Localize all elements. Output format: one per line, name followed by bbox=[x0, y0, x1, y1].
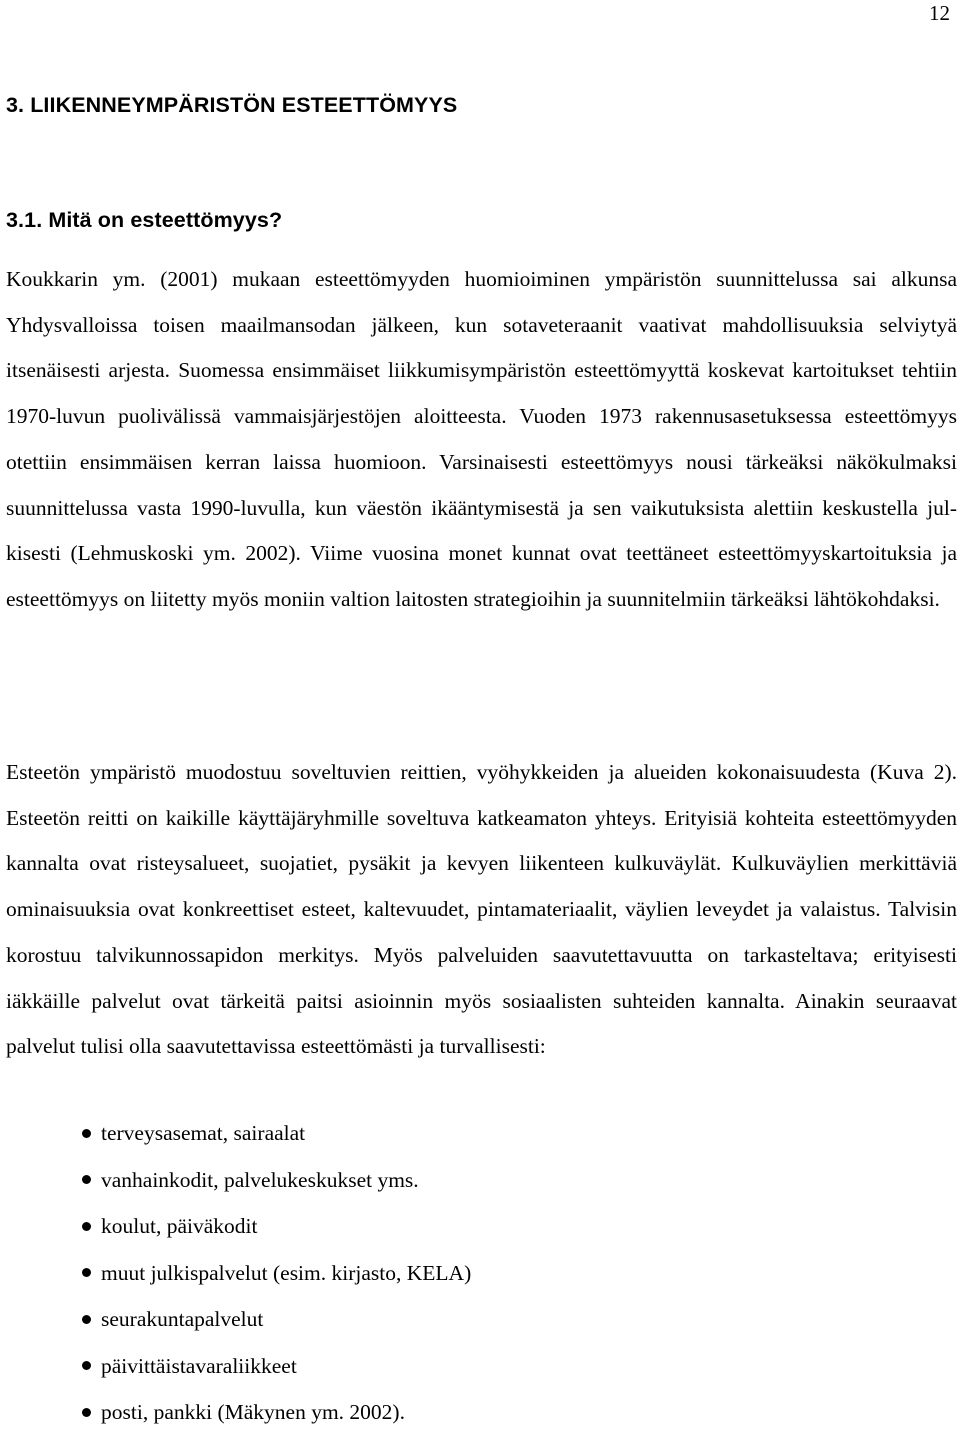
list-item-text: päivittäistavaraliikkeet bbox=[101, 1353, 297, 1378]
bullet-icon bbox=[82, 1315, 91, 1324]
paragraph: Koukkarin ym. (2001) mukaan esteettömyyden huomioiminen ympäristön suunnittelussa sai alkunsa Yhdysvalloissa toisen maailmansodan jälkeen, kun sotaveteraanit vaativat mahdollisuuksia selviytyä itsenäisesti arjesta. Suomessa ensimmäiset liikkumisympäristön esteettömyyttä koskevat kartoitukset tehtiin 1970-luvun puolivälissä vammaisjärjestöjen aloitteesta. Vuoden 1973 rakennusasetuksessa esteettömyys otettiin ensimmäisen kerran laissa huomioon. Varsinaisesti esteettömyys nousi tärkeäksi näkökulmaksi suunnittelussa vasta 1990-luvulla, kun väestön ikääntymisestä ja sen vaikutuksista alettiin keskustella julkisesti (Lehmuskoski ym. 2002). Viime vuosina monet kunnat ovat teettäneet esteettömyyskartoituksia ja esteettömyys on liitetty myös moniin valtion laitosten strategioihin ja suunnitelmiin tärkeäksi lähtökohdaksi. bbox=[6, 267, 957, 611]
list-item-text: vanhainkodit, palvelukeskukset yms. bbox=[101, 1167, 419, 1192]
chapter-heading: 3. LIIKENNEYMPÄRISTÖN ESTEETTÖMYYS bbox=[6, 93, 458, 117]
list-item bbox=[82, 1110, 471, 1157]
list-item-text: posti, pankki (Mäkynen ym. 2002). bbox=[101, 1400, 405, 1424]
list-item-text: terveysasemat, sairaalat bbox=[101, 1121, 306, 1145]
bullet-icon bbox=[82, 1175, 91, 1184]
bullet-icon bbox=[82, 1408, 91, 1417]
list-item-text: muut julkispalvelut (esim. kirjasto, KELA) bbox=[101, 1260, 472, 1285]
bullet-icon bbox=[82, 1361, 91, 1370]
list-item bbox=[82, 1296, 471, 1343]
bullet-icon bbox=[82, 1268, 91, 1277]
section-heading: 3.1. Mitä on esteettömyys? bbox=[6, 208, 283, 232]
list-item bbox=[82, 1203, 471, 1250]
list-item bbox=[82, 1389, 471, 1436]
paragraph: Esteetön ympäristö muodostuu soveltuvien reittien, vyöhykkeiden ja alueiden kokonaisuudesta (Kuva 2). Esteetön reitti on kaikille käyttäjäryhmille soveltuva katkeamaton yhteys. Erityisiä kohteita esteettömyyden kannalta ovat risteysalueet, suojatiet, pysäkit ja kevyen liikenteen kulkuväylät. Kulkuväylien merkittäviä ominaisuuksia ovat konkreettiset esteet, kaltevuudet, pintamateriaalit, väylien leveydet ja valaistus. Talvisin korostuu talvikunnossapidon merkitys. Myös palveluiden saavutettavuutta on tarkasteltava; erityisesti iäkkäille palvelut ovat tärkeitä paitsi asioinnin myös sosiaalisten suhteiden kannalta. Ainakin seuraavat palvelut tulisi olla saavutettavissa esteettömästi ja turvallisesti: bbox=[6, 760, 957, 1059]
list-item-text: koulut, päiväkodit bbox=[101, 1214, 258, 1238]
list-item-text: seurakuntapalvelut bbox=[101, 1307, 264, 1331]
list-item bbox=[82, 1343, 471, 1390]
list-item bbox=[82, 1157, 471, 1204]
bullet-icon bbox=[82, 1129, 91, 1138]
list-item bbox=[82, 1250, 471, 1297]
page-number: 12 bbox=[929, 1, 950, 25]
bullet-list bbox=[82, 1110, 471, 1436]
bullet-icon bbox=[82, 1222, 91, 1231]
